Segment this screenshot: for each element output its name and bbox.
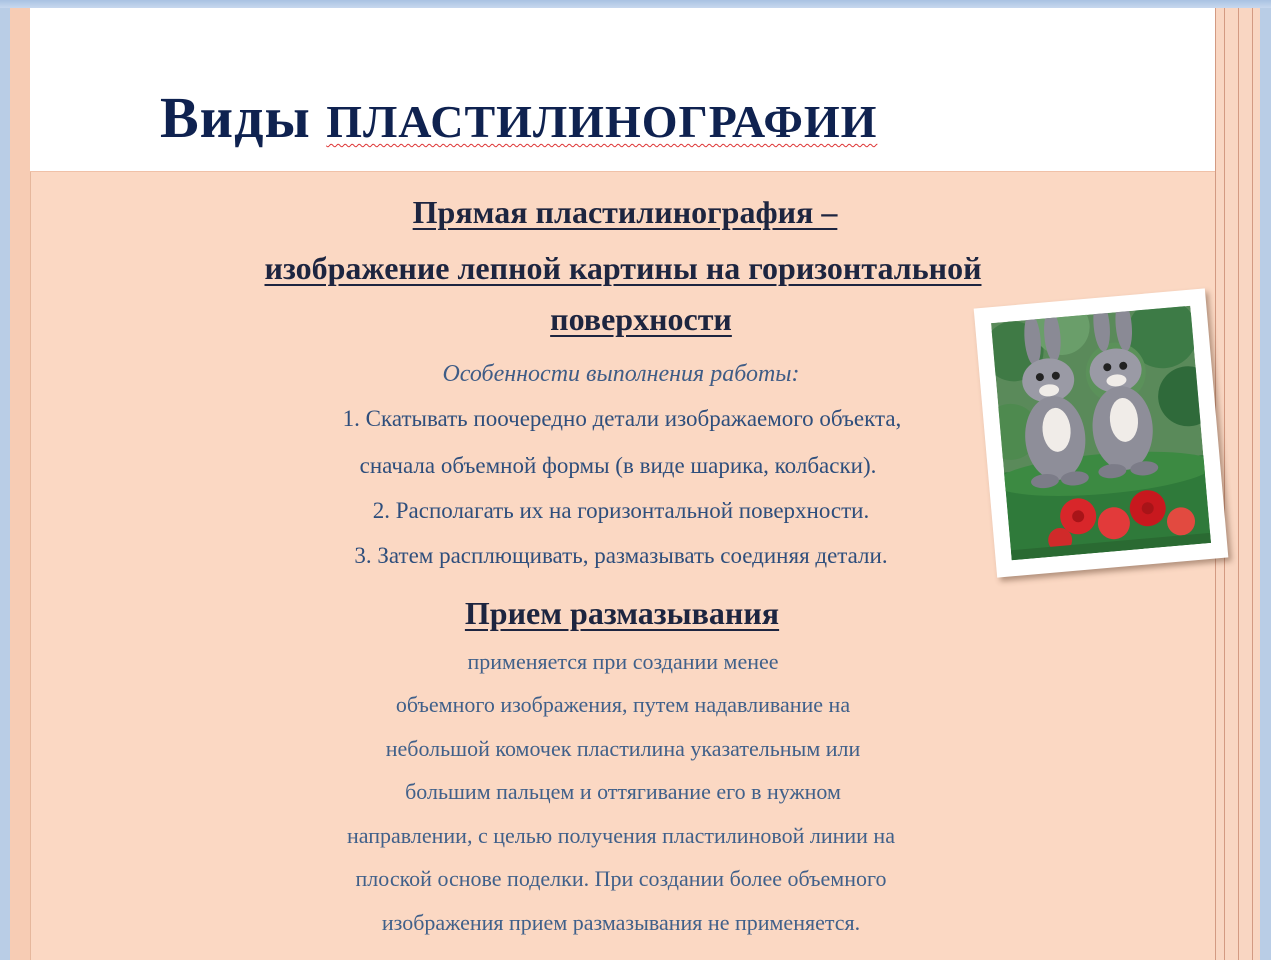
slide: [10, 8, 1260, 960]
paragraph-line: применяется при создании менее: [467, 649, 779, 674]
decor-line: [1224, 8, 1225, 960]
paragraph-line: большим пальцем и оттягивание его в нужном: [405, 779, 841, 804]
step-line: 2. Располагать их на горизонтальной поверхности.: [372, 498, 870, 523]
step-line: сначала объемной формы (в виде шарика, колбаски).: [359, 453, 877, 478]
section1-heading-line2: изображение лепной картины на горизонтальной: [264, 250, 982, 286]
paragraph-line: плоской основе поделки. При создании более объемного: [355, 866, 887, 891]
paragraph-line: изображения прием размазывания не применяется.: [381, 910, 861, 935]
paragraph-line: небольшой комочек пластилина указательным или: [385, 736, 861, 761]
decor-line: [1252, 8, 1253, 960]
decor-line: [1238, 8, 1239, 960]
bunnies-illustration: [991, 306, 1211, 561]
section1-heading-line3: поверхности: [550, 301, 732, 337]
window-top-strip: [0, 0, 1271, 8]
slide-left-band: [10, 8, 31, 960]
slide-title: [160, 84, 1060, 151]
title-divider: [30, 171, 1215, 172]
slide-title-first: Виды: [160, 85, 311, 150]
paragraph-line: объемного изображения, путем надавливание на: [395, 692, 851, 717]
slide-title-rest: ПЛАСТИЛИНОГРАФИИ: [326, 96, 878, 147]
step-line: 1. Скатывать поочередно детали изображаемого объекта,: [342, 406, 902, 431]
step-line: 3. Затем расплющивать, размазывать соединяя детали.: [354, 543, 888, 568]
bunnies-picture: [974, 288, 1229, 577]
section1-heading-line1: Прямая пластилинография –: [412, 194, 838, 230]
features-subtitle: Особенности выполнения работы:: [442, 361, 800, 387]
paragraph-line: направлении, с целью получения пластилиновой линии на: [347, 823, 895, 848]
section2-heading: Прием размазывания: [464, 595, 780, 631]
